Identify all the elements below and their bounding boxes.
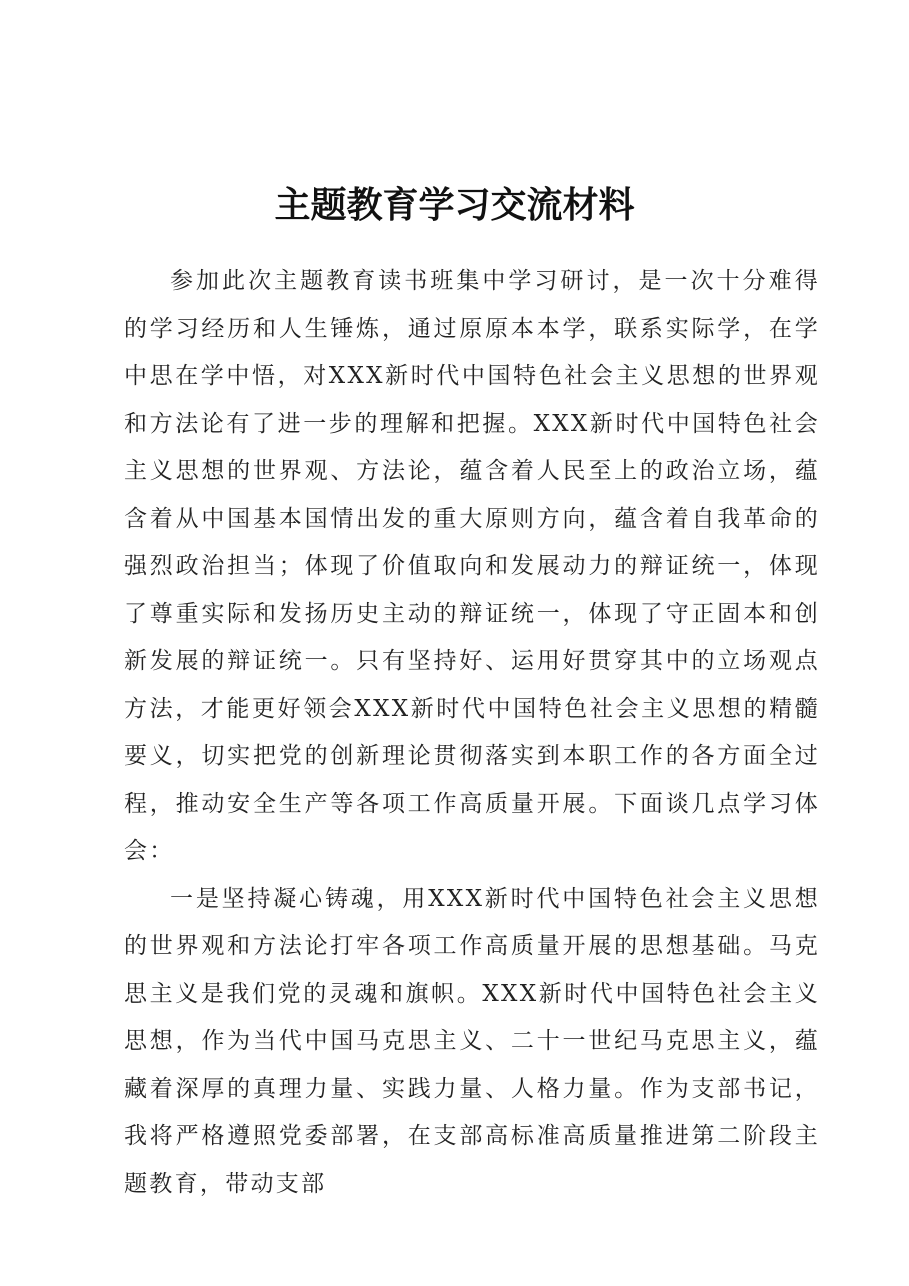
- document-body: [124, 258, 820, 1208]
- document-title: 主题教育学习交流材料: [274, 184, 635, 226]
- paragraph-intro: 参加此次主题教育读书班集中学习研讨，是一次十分难得的学习经历和人生锤炼，通过原原本本学，联系实际学，在学中思在学中悟，对XXX新时代中国特色社会主义思想的世界观和方法论有了进一步的理解和把握。XXX新时代中国特色社会主义思想的世界观、方法论，蕴含着人民至上的政治立场，蕴含着从中国基本国情出发的重大原则方向，蕴含着自我革命的强烈政治担当；体现了价值取向和发展动力的辩证统一，体现了尊重实际和发扬历史主动的辩证统一，体现了守正固本和创新发展的辩证统一。只有坚持好、运用好贯穿其中的立场观点方法，才能更好领会XXX新时代中国特色社会主义思想的精髓要义，切实把党的创新理论贯彻落实到本职工作的各方面全过程，推动安全生产等各项工作高质量开展。下面谈几点学习体会：: [124, 268, 820, 864]
- paragraph-point-one: 一是坚持凝心铸魂，用XXX新时代中国特色社会主义思想的世界观和方法论打牢各项工作高质量开展的思想基础。马克思主义是我们党的灵魂和旗帜。XXX新时代中国特色社会主义思想，作为当代中国马克思主义、二十一世纪马克思主义，蕴藏着深厚的真理力量、实践力量、人格力量。作为支部书记，我将严格遵照党委部署，在支部高标准高质量推进第二阶段主题教育，带动支部: [124, 885, 820, 1197]
